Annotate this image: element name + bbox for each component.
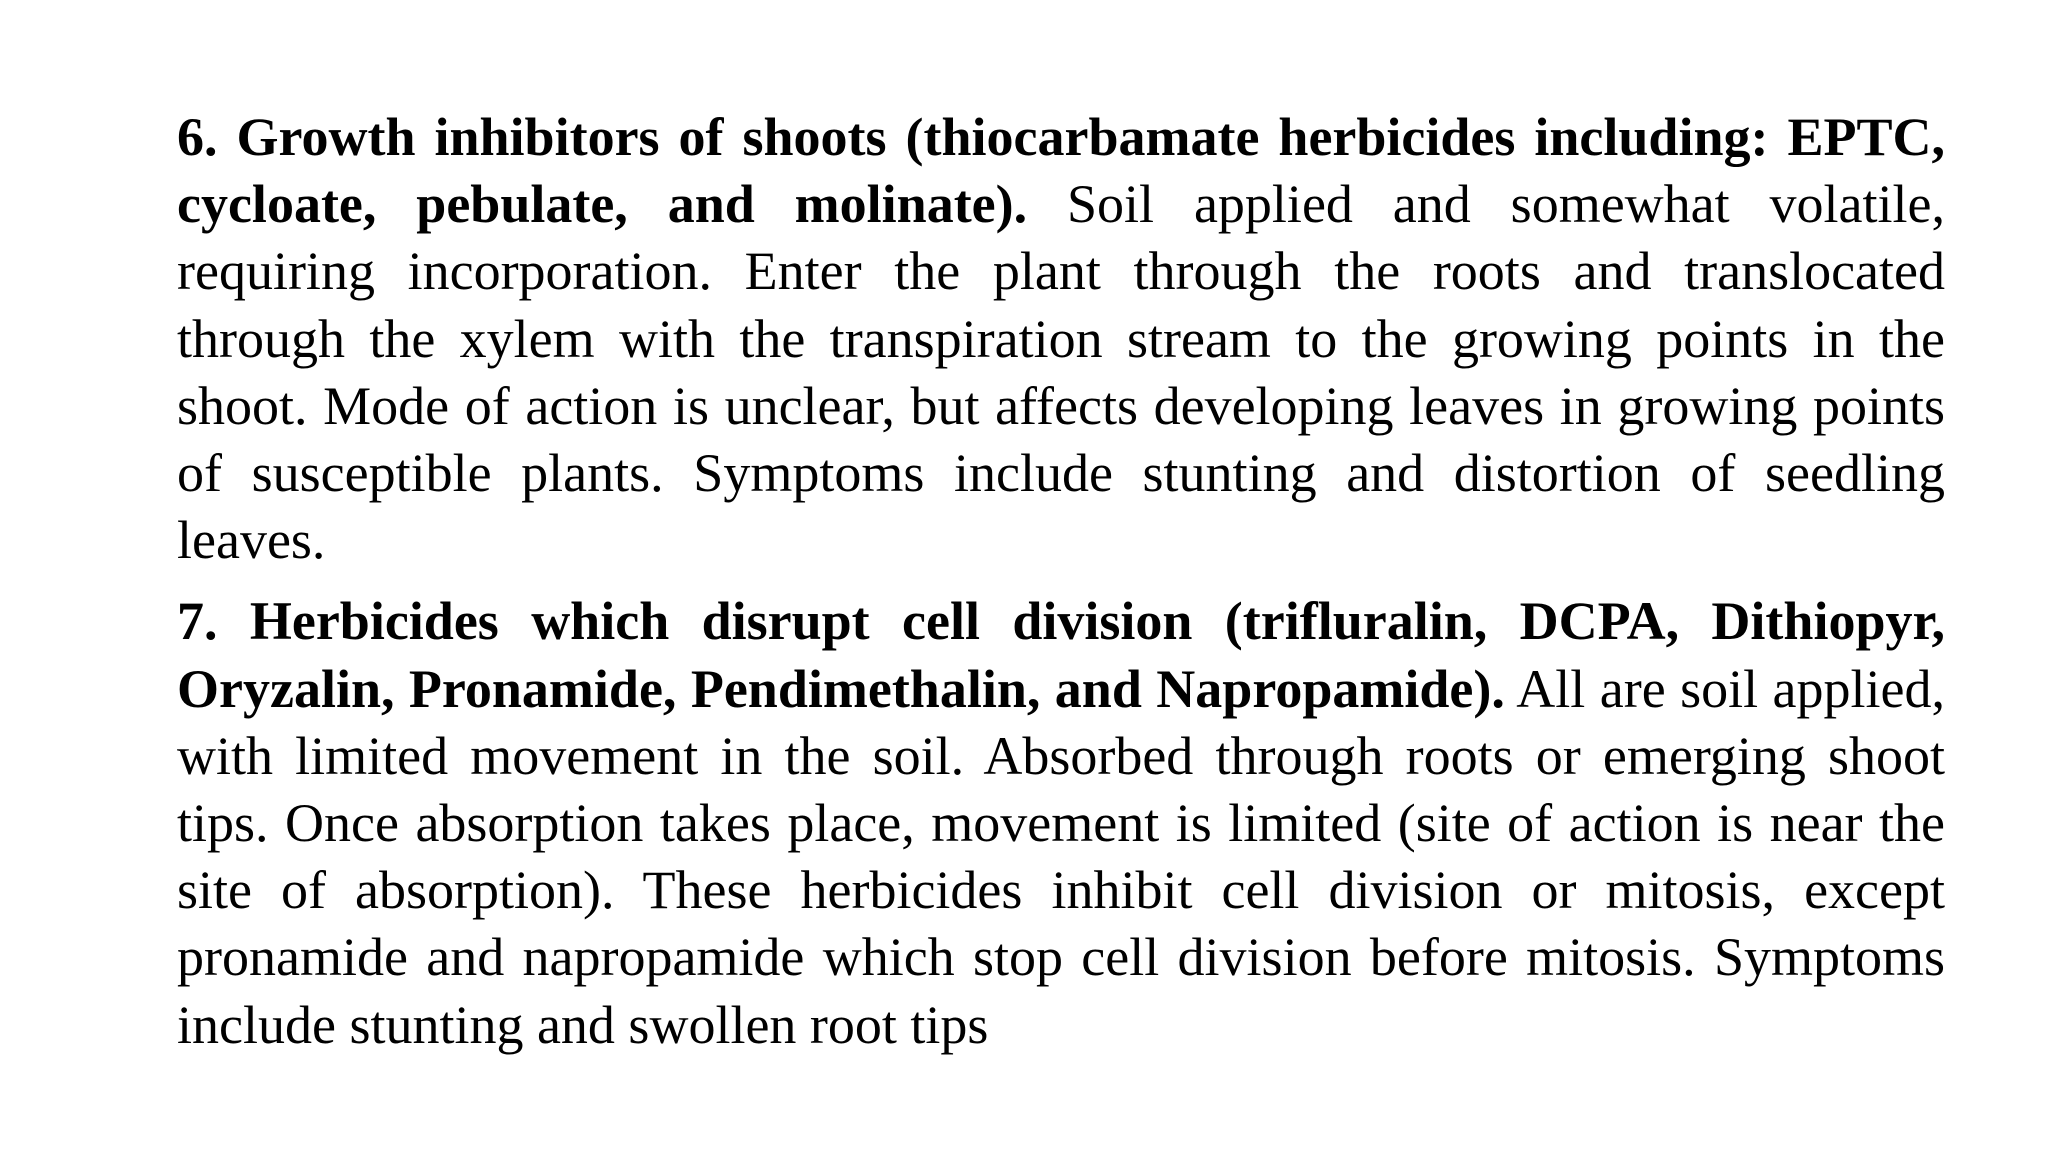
paragraph-heading: 6. Growth inhibitors of shoots (thiocarbamate herbicides including: EPTC, cycloate, pebulate, and molinate). bbox=[177, 107, 1945, 235]
paragraph-heading: 7. Herbicides which disrupt cell division (trifluralin, DCPA, Dithiopyr, Oryzalin, Pronamide, Pendimethalin, and Napropamide). bbox=[177, 591, 1945, 719]
paragraph-thiocarbamate-herbicides bbox=[177, 104, 1945, 574]
paragraph-cell-division-herbicides bbox=[177, 588, 1945, 1058]
slide-content bbox=[177, 104, 1945, 1059]
paragraph-body: All are soil applied, with limited movement in the soil. Absorbed through roots or emerging shoot tips. Once absorption takes place, movement is limited (site of action is near the site of absorption). These herbicides inhibit cell division or mitosis, except pronamide and napropamide which stop cell division before mitosis. Symptoms include stunting and swollen root tips bbox=[177, 658, 1945, 1055]
paragraph-body: Soil applied and somewhat volatile, requiring incorporation. Enter the plant through the roots and translocated through the xylem with the transpiration stream to the growing points in the shoot. Mode of action is unclear, but affects developing leaves in growing points of susceptible plants. Symptoms include stunting and distortion of seedling leaves. bbox=[177, 174, 1945, 571]
